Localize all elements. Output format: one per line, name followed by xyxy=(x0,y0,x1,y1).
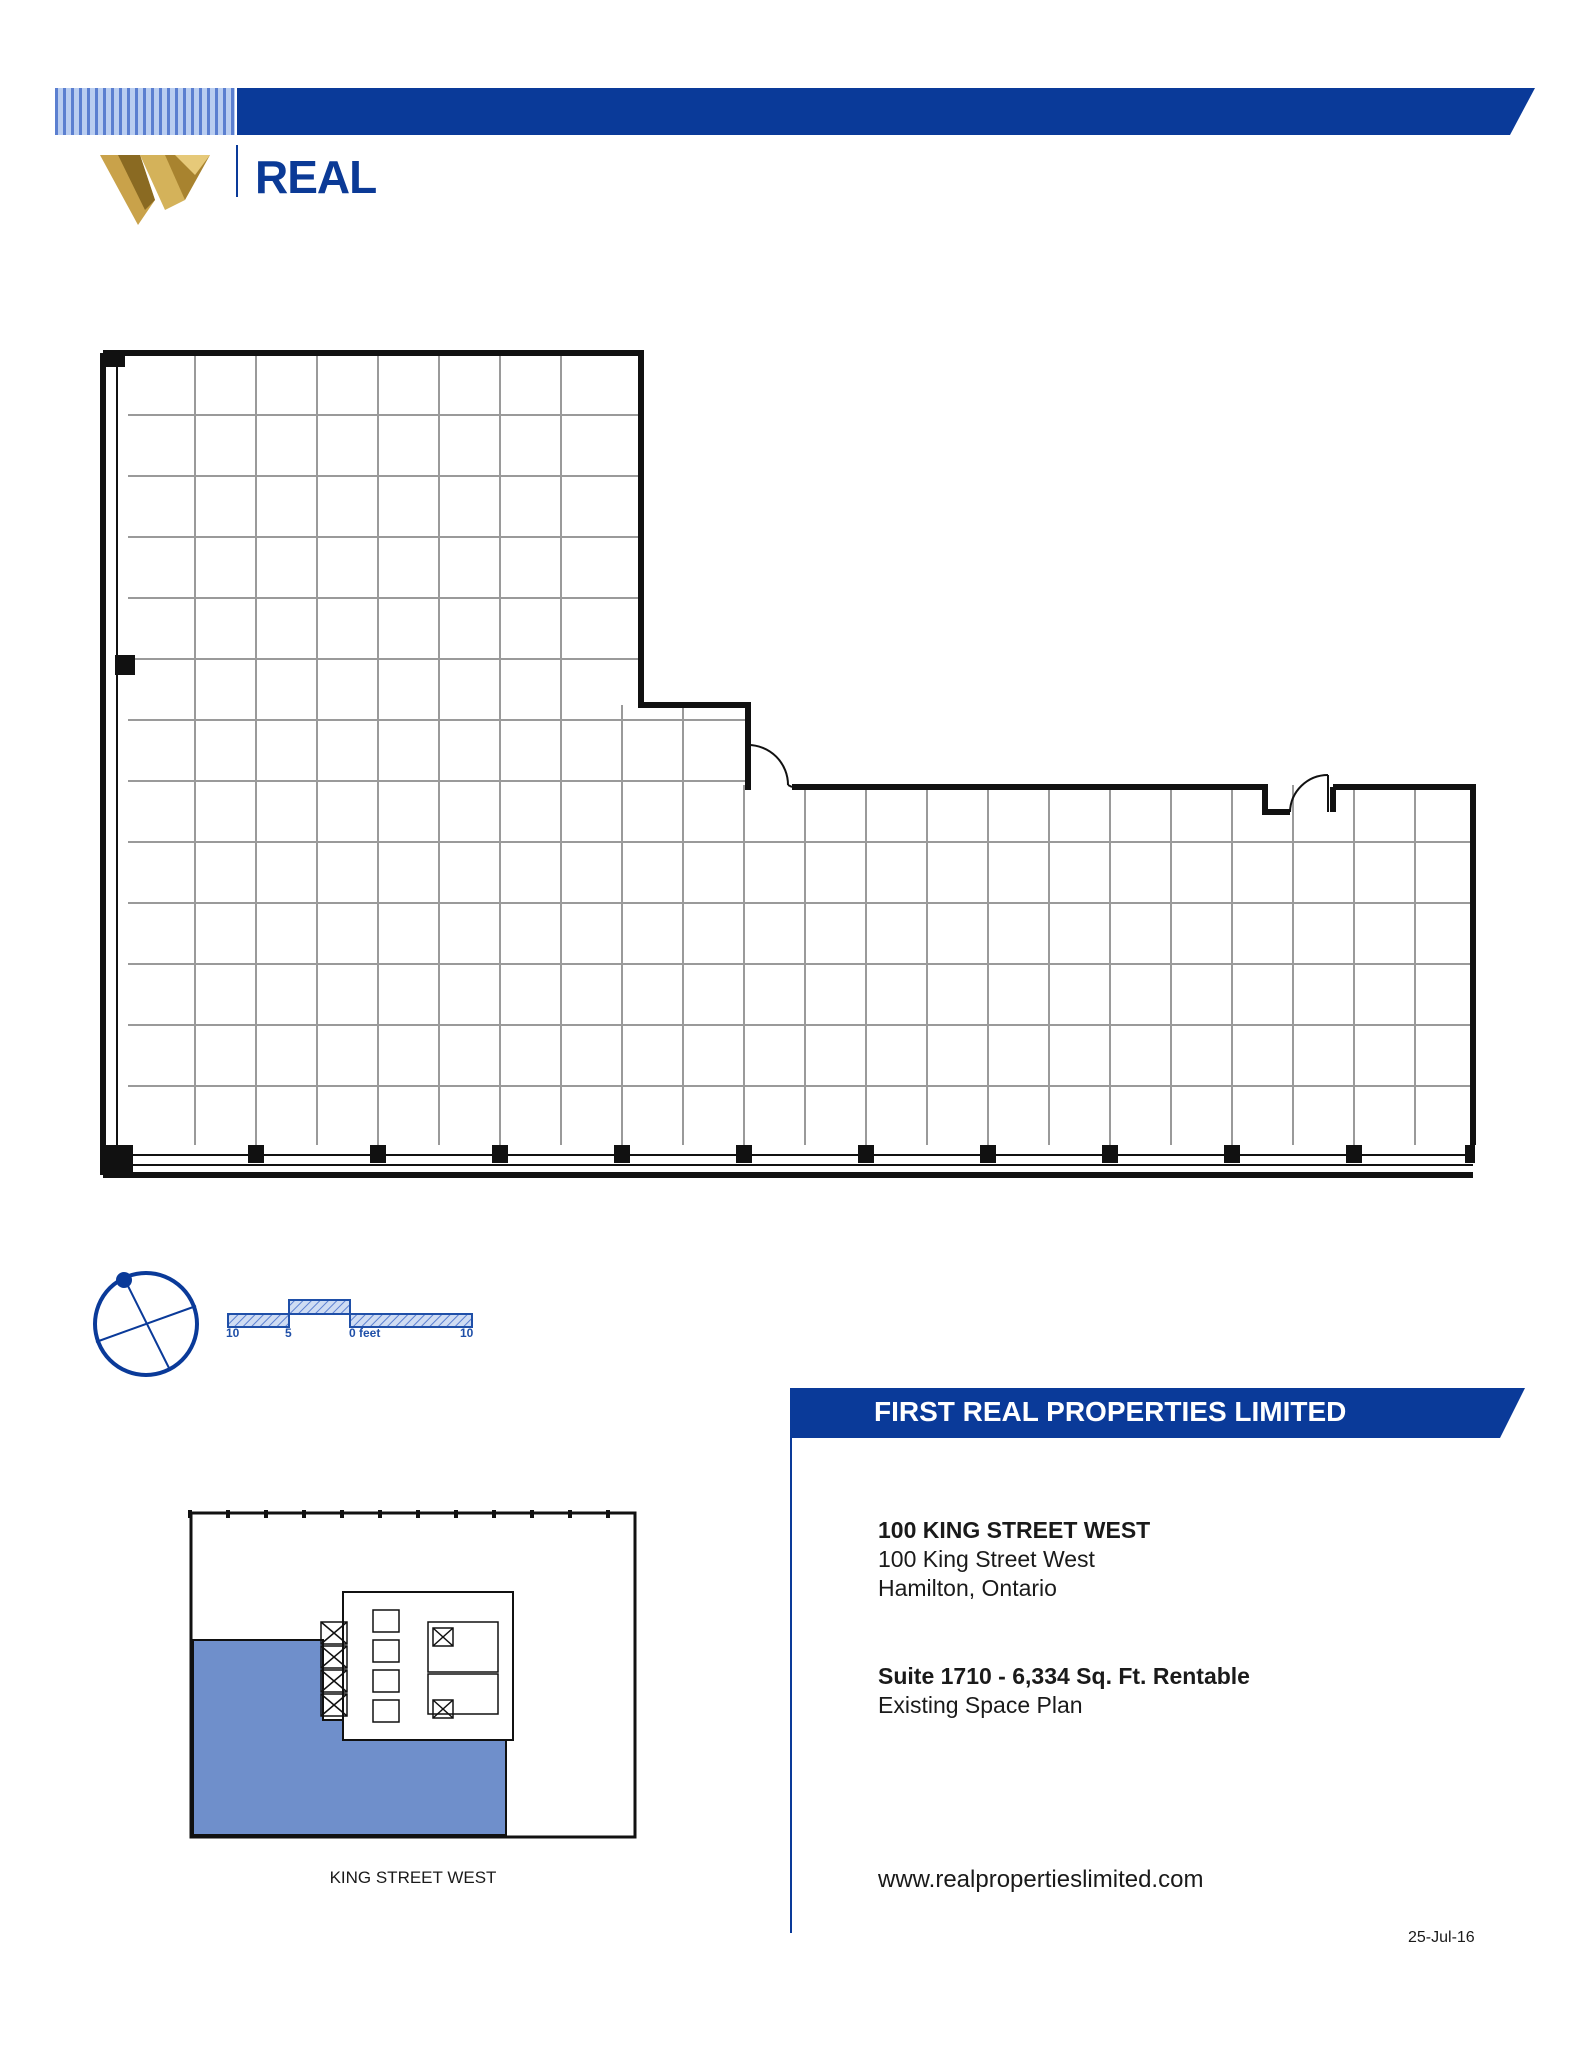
scale-label-5: 5 xyxy=(285,1326,292,1340)
floor-plan xyxy=(95,345,1495,1185)
scale-label-10-left: 10 xyxy=(226,1326,240,1340)
brand-name: REAL xyxy=(255,151,377,203)
info-divider xyxy=(790,1438,792,1933)
north-arrow-icon xyxy=(90,1268,202,1380)
company-logo xyxy=(100,140,210,225)
ceiling-grid xyxy=(128,355,1473,1145)
key-plan xyxy=(188,1510,638,1840)
suite-title: Suite 1710 - 6,334 Sq. Ft. Rentable xyxy=(878,1663,1250,1689)
suite-subtitle: Existing Space Plan xyxy=(878,1692,1083,1718)
property-address-line1: 100 King Street West xyxy=(878,1546,1095,1572)
scale-label-0-feet: 0 feet xyxy=(349,1326,381,1340)
company-name: FIRST REAL PROPERTIES LIMITED xyxy=(874,1396,1347,1427)
header-bar xyxy=(55,88,1535,135)
street-label: KING STREET WEST xyxy=(329,1868,497,1887)
property-title: 100 KING STREET WEST xyxy=(878,1517,1151,1543)
scale-label-10-right: 10 xyxy=(460,1326,474,1340)
website-link[interactable]: www.realpropertieslimited.com xyxy=(878,1866,1204,1893)
logo-divider xyxy=(236,145,238,197)
date-stamp: 25-Jul-16 xyxy=(1408,1929,1475,1946)
property-address-line2: Hamilton, Ontario xyxy=(878,1575,1057,1601)
